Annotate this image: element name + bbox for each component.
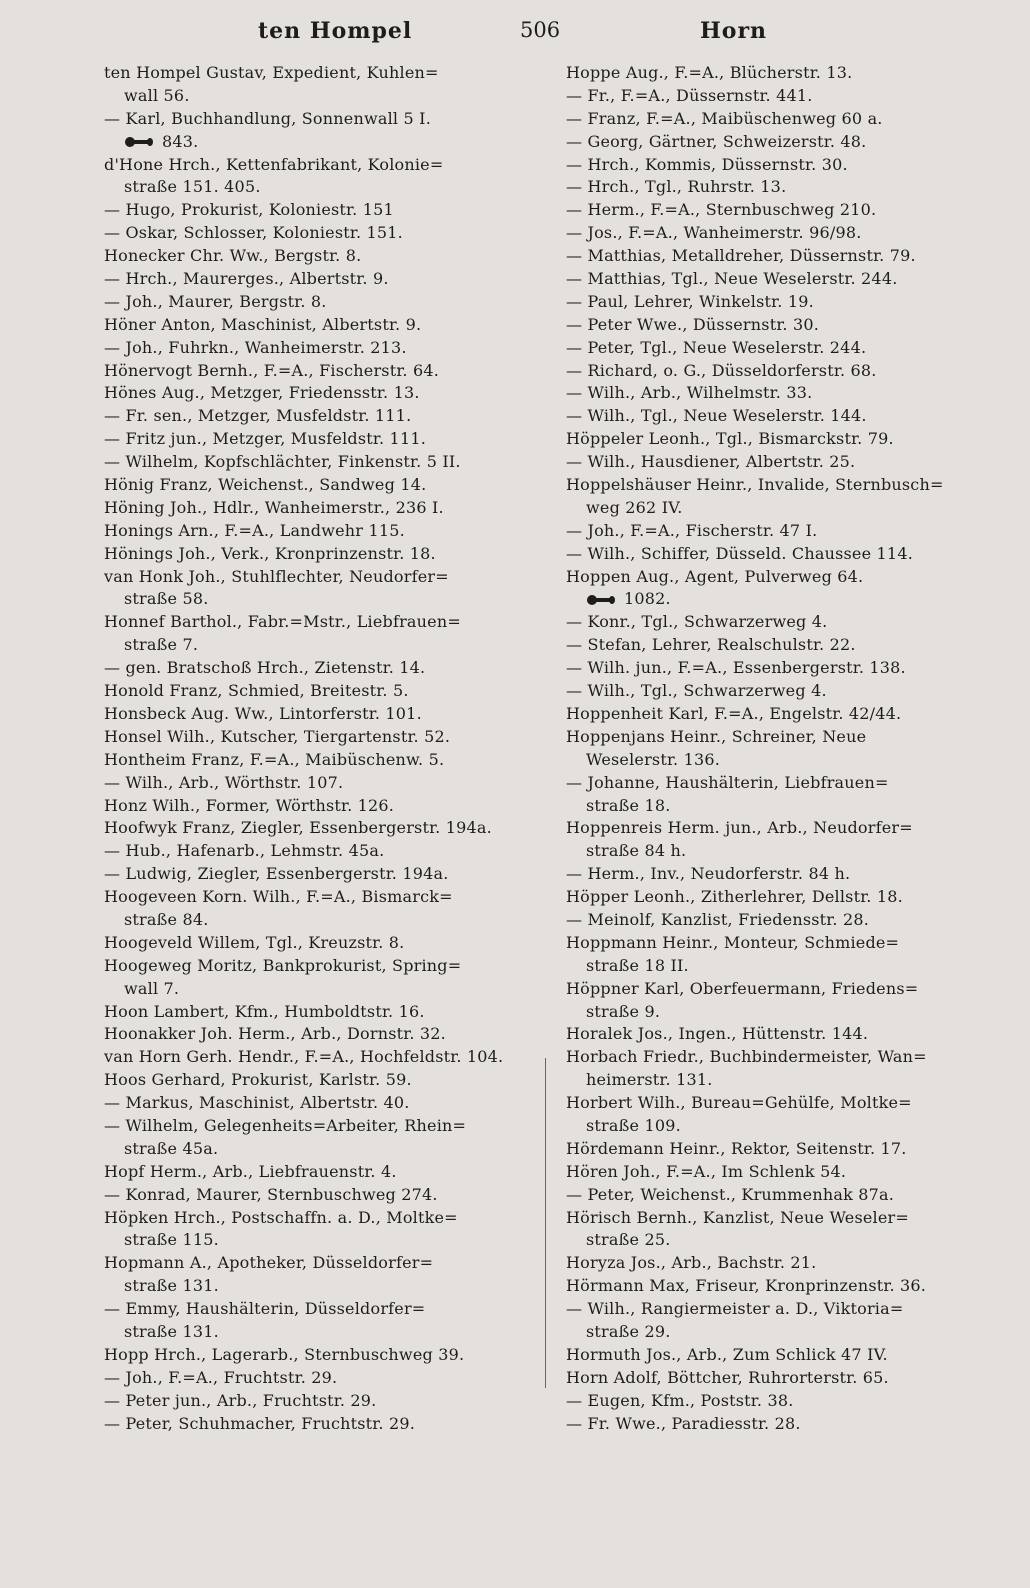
directory-entry-line [104, 451, 524, 474]
entry-text: Höppeler Leonh., Tgl., Bismarckstr. 79. [566, 429, 894, 449]
directory-entry-line [104, 382, 524, 405]
entry-text: Hoogeweg Moritz, Bankprokurist, Spring= [104, 955, 462, 975]
entry-text: — Stefan, Lehrer, Realschulstr. 22. [566, 635, 856, 655]
entry-text: — Wilh., Arb., Wilhelmstr. 33. [566, 383, 813, 403]
entry-text: — Wilh., Hausdiener, Albertstr. 25. [566, 452, 856, 472]
directory-entry-line [566, 1138, 986, 1161]
entry-continuation-line [104, 131, 524, 154]
entry-text: Hoofwyk Franz, Ziegler, Essenbergerstr. 194a. [104, 818, 492, 838]
directory-entry-line [104, 955, 524, 978]
entry-continuation-line [104, 85, 524, 108]
directory-entry-line [104, 1367, 524, 1390]
directory-entry-line [104, 1184, 524, 1207]
header-left-keyword: ten Hompel [258, 18, 413, 44]
entry-continuation-line [104, 1321, 524, 1344]
entry-text: Hormuth Jos., Arb., Zum Schlick 47 IV. [566, 1344, 888, 1364]
entry-text: wall 56. [124, 85, 190, 105]
entry-continuation-line [566, 497, 986, 520]
entry-text: — Wilhelm, Gelegenheits=Arbeiter, Rhein= [104, 1115, 467, 1135]
entry-text: Hönig Franz, Weichenst., Sandweg 14. [104, 475, 427, 495]
entry-text: van Honk Joh., Stuhlflechter, Neudorfer= [104, 566, 449, 586]
entry-text: — Wilh., Rangiermeister a. D., Viktoria= [566, 1299, 904, 1319]
header-right-keyword: Horn [700, 18, 768, 44]
entry-text: Hoonakker Joh. Herm., Arb., Dornstr. 32. [104, 1024, 446, 1044]
entry-text: — Peter Wwe., Düssernstr. 30. [566, 314, 820, 334]
entry-text: — Konr., Tgl., Schwarzerweg 4. [566, 612, 828, 632]
entry-text: — Peter jun., Arb., Fruchtstr. 29. [104, 1390, 377, 1410]
entry-continuation-line [566, 1229, 986, 1252]
directory-entry-line [104, 932, 524, 955]
entry-text: Hoppen Aug., Agent, Pulverweg 64. [566, 566, 864, 586]
directory-entry-line [104, 360, 524, 383]
directory-entry-line [566, 1344, 986, 1367]
directory-entry-line [104, 497, 524, 520]
directory-entry-line [566, 360, 986, 383]
entry-text: — Emmy, Haushälterin, Düsseldorfer= [104, 1299, 426, 1319]
directory-entry-line [566, 1367, 986, 1390]
entry-text: — Wilh., Tgl., Schwarzerweg 4. [566, 681, 827, 701]
entry-text: d'Hone Hrch., Kettenfabrikant, Kolonie= [104, 154, 444, 174]
entry-text: Honnef Barthol., Fabr.=Mstr., Liebfrauen= [104, 612, 461, 632]
directory-entry-line [104, 726, 524, 749]
entry-text: Honecker Chr. Ww., Bergstr. 8. [104, 246, 362, 266]
entry-text: Hörisch Bernh., Kanzlist, Neue Weseler= [566, 1207, 909, 1227]
entry-text: Hontheim Franz, F.=A., Maibüschenw. 5. [104, 749, 445, 769]
entry-text: Honold Franz, Schmied, Breitestr. 5. [104, 681, 409, 701]
directory-entry-line [566, 131, 986, 154]
entry-text: — Paul, Lehrer, Winkelstr. 19. [566, 291, 814, 311]
directory-entry-line [104, 1069, 524, 1092]
entry-text: Höppner Karl, Oberfeuermann, Friedens= [566, 978, 919, 998]
entry-text: Weselerstr. 136. [586, 749, 721, 769]
entry-text: — Peter, Tgl., Neue Weselerstr. 244. [566, 337, 867, 357]
entry-text: Hopf Herm., Arb., Liebfrauenstr. 4. [104, 1161, 397, 1181]
entry-text: Hönings Joh., Verk., Kronprinzenstr. 18. [104, 543, 436, 563]
directory-entry-line [566, 451, 986, 474]
directory-entry-line [104, 1252, 524, 1275]
directory-entry-line [104, 1092, 524, 1115]
directory-entry-line [566, 863, 986, 886]
entry-text: wall 7. [124, 978, 180, 998]
directory-entry-line [104, 795, 524, 818]
directory-entry-line [104, 1298, 524, 1321]
entry-text: — Herm., F.=A., Sternbuschweg 210. [566, 200, 877, 220]
entry-text: Höning Joh., Hdlr., Wanheimerstr., 236 I. [104, 497, 444, 517]
directory-entry-line [104, 268, 524, 291]
directory-entry-line [566, 520, 986, 543]
directory-entry-line [104, 1207, 524, 1230]
directory-entry-line [104, 1413, 524, 1436]
directory-entry-line [566, 1275, 986, 1298]
directory-entry-line [104, 405, 524, 428]
entry-continuation-line [104, 978, 524, 1001]
entry-continuation-line [566, 1001, 986, 1024]
entry-text: Hördemann Heinr., Rektor, Seitenstr. 17. [566, 1138, 907, 1158]
entry-text: — Hrch., Maurerges., Albertstr. 9. [104, 269, 389, 289]
directory-entry-line [566, 1252, 986, 1275]
entry-continuation-line [104, 1229, 524, 1252]
directory-entry-line [566, 634, 986, 657]
entry-text: — Markus, Maschinist, Albertstr. 40. [104, 1093, 410, 1113]
entry-continuation-line [566, 840, 986, 863]
directory-entry-line [566, 314, 986, 337]
entry-text: — Hub., Hafenarb., Lehmstr. 45a. [104, 841, 385, 861]
directory-entry-line [104, 543, 524, 566]
directory-entry-line [566, 1390, 986, 1413]
directory-entry-line [104, 611, 524, 634]
entry-text: Horyza Jos., Arb., Bachstr. 21. [566, 1253, 817, 1273]
page-number: 506 [520, 18, 561, 42]
entry-text: — Wilh., Tgl., Neue Weselerstr. 144. [566, 406, 867, 426]
entry-text: Hörmann Max, Friseur, Kronprinzenstr. 36. [566, 1276, 927, 1296]
directory-entry-line [104, 314, 524, 337]
directory-entry-line [566, 268, 986, 291]
entry-text: straße 84. [124, 909, 209, 929]
directory-entry-line [566, 154, 986, 177]
entry-text: Hoos Gerhard, Prokurist, Karlstr. 59. [104, 1070, 412, 1090]
directory-entry-line [566, 428, 986, 451]
directory-entry-line [104, 749, 524, 772]
entry-text: Hopmann A., Apotheker, Düsseldorfer= [104, 1253, 434, 1273]
entry-text: Hoppmann Heinr., Monteur, Schmiede= [566, 932, 900, 952]
entry-text: Hönervogt Bernh., F.=A., Fischerstr. 64. [104, 360, 440, 380]
entry-text: — Wilh., Schiffer, Düsseld. Chaussee 114. [566, 543, 913, 563]
directory-entry-line [104, 222, 524, 245]
entry-text: — Karl, Buchhandlung, Sonnenwall 5 I. [104, 108, 431, 128]
directory-entry-line [104, 428, 524, 451]
entry-text: — Joh., Fuhrkn., Wanheimerstr. 213. [104, 337, 407, 357]
directory-entry-line [566, 1023, 986, 1046]
directory-entry-line [104, 108, 524, 131]
directory-entry-line [566, 611, 986, 634]
directory-entry-line [104, 474, 524, 497]
directory-entry-line [104, 657, 524, 680]
directory-entry-line [566, 978, 986, 1001]
directory-entry-line [566, 1207, 986, 1230]
entry-text: straße 45a. [124, 1138, 219, 1158]
entry-text: — Georg, Gärtner, Schweizerstr. 48. [566, 131, 867, 151]
entry-text: van Horn Gerh. Hendr., F.=A., Hochfeldstr. 104. [104, 1047, 504, 1067]
directory-entry-line [566, 817, 986, 840]
directory-entry-line [566, 1046, 986, 1069]
directory-entry-line [104, 62, 524, 85]
directory-entry-line [104, 1001, 524, 1024]
entry-text: Hoppelshäuser Heinr., Invalide, Sternbusch= [566, 475, 944, 495]
directory-entry-line [104, 291, 524, 314]
entry-continuation-line [104, 634, 524, 657]
directory-entry-line [566, 1161, 986, 1184]
directory-entry-line [566, 245, 986, 268]
directory-entry-line [566, 726, 986, 749]
directory-entry-line [104, 1023, 524, 1046]
telephone-icon [586, 594, 616, 606]
entry-text: — Peter, Schuhmacher, Fruchtstr. 29. [104, 1413, 416, 1433]
entry-text: — Fr. sen., Metzger, Musfeldstr. 111. [104, 406, 412, 426]
entry-text: — Hrch., Kommis, Düssernstr. 30. [566, 154, 848, 174]
entry-continuation-line [566, 1321, 986, 1344]
entry-continuation-line [566, 955, 986, 978]
right-column [566, 62, 986, 1435]
directory-entry-line [104, 680, 524, 703]
directory-entry-line [104, 566, 524, 589]
entry-text: — Richard, o. G., Düsseldorferstr. 68. [566, 360, 877, 380]
directory-entry-line [566, 566, 986, 589]
directory-entry-line [566, 85, 986, 108]
entry-text: straße 84 h. [586, 841, 687, 861]
entry-text: straße 131. [124, 1276, 219, 1296]
entry-text: Hönes Aug., Metzger, Friedensstr. 13. [104, 383, 420, 403]
entry-text: — Fritz jun., Metzger, Musfeldstr. 111. [104, 429, 426, 449]
directory-entry-line [566, 108, 986, 131]
directory-entry-line [104, 1344, 524, 1367]
entry-text: — Meinolf, Kanzlist, Friedensstr. 28. [566, 909, 870, 929]
entry-text: heimerstr. 131. [586, 1070, 713, 1090]
entry-text: — Matthias, Metalldreher, Düssernstr. 79. [566, 246, 916, 266]
directory-entry-line [566, 703, 986, 726]
directory-entry-line [566, 1298, 986, 1321]
entry-text: — Jos., F.=A., Wanheimerstr. 96/98. [566, 223, 862, 243]
entry-text: straße 18. [586, 795, 671, 815]
directory-entry-line [566, 657, 986, 680]
directory-entry-line [566, 886, 986, 909]
entry-text: — Eugen, Kfm., Poststr. 38. [566, 1390, 794, 1410]
entry-text: Hoon Lambert, Kfm., Humboldtstr. 16. [104, 1001, 425, 1021]
entry-text: straße 7. [124, 635, 199, 655]
entry-text: — Hugo, Prokurist, Koloniestr. 151 [104, 200, 394, 220]
directory-entry-line [104, 199, 524, 222]
page-header [0, 14, 1030, 50]
directory-entry-line [104, 245, 524, 268]
entry-text: Honz Wilh., Former, Wörthstr. 126. [104, 795, 395, 815]
entry-text: Hoppenheit Karl, F.=A., Engelstr. 42/44. [566, 703, 902, 723]
entry-text: Hoogeveld Willem, Tgl., Kreuzstr. 8. [104, 932, 405, 952]
entry-text: weg 262 IV. [586, 497, 683, 517]
entry-continuation-line [104, 1275, 524, 1298]
entry-text: — Matthias, Tgl., Neue Weselerstr. 244. [566, 269, 898, 289]
entry-text: Höner Anton, Maschinist, Albertstr. 9. [104, 314, 422, 334]
entry-text: — Johanne, Haushälterin, Liebfrauen= [566, 772, 889, 792]
directory-entry-line [104, 1046, 524, 1069]
directory-entry-line [104, 840, 524, 863]
entry-text: straße 115. [124, 1230, 219, 1250]
directory-entry-line [566, 382, 986, 405]
directory-entry-line [104, 154, 524, 177]
directory-entry-line [566, 337, 986, 360]
entry-continuation-line [566, 1115, 986, 1138]
directory-entry-line [566, 405, 986, 428]
directory-entry-line [566, 680, 986, 703]
entry-text: — Fr. Wwe., Paradiesstr. 28. [566, 1413, 801, 1433]
entry-text: — Konrad, Maurer, Sternbuschweg 274. [104, 1184, 438, 1204]
entry-text: 843. [162, 131, 199, 151]
directory-entry-line [566, 222, 986, 245]
directory-entry-line [566, 543, 986, 566]
directory-entry-line [566, 1092, 986, 1115]
entry-continuation-line [104, 909, 524, 932]
entry-text: — Joh., F.=A., Fruchtstr. 29. [104, 1367, 338, 1387]
directory-entry-line [566, 62, 986, 85]
entry-text: — Joh., Maurer, Bergstr. 8. [104, 291, 327, 311]
entry-text: Horbert Wilh., Bureau=Gehülfe, Moltke= [566, 1093, 912, 1113]
entry-text: straße 131. [124, 1321, 219, 1341]
entry-text: Hoppenjans Heinr., Schreiner, Neue [566, 726, 867, 746]
entry-continuation-line [566, 588, 986, 611]
directory-entry-line [104, 817, 524, 840]
directory-entry-line [566, 909, 986, 932]
column-divider [545, 1058, 546, 1388]
directory-entry-line [566, 1413, 986, 1436]
directory-entry-line [104, 1115, 524, 1138]
entry-text: — Wilh., Arb., Wörthstr. 107. [104, 772, 344, 792]
directory-entry-line [104, 1161, 524, 1184]
entry-text: Honsbeck Aug. Ww., Lintorferstr. 101. [104, 703, 422, 723]
entry-text: Hoppenreis Herm. jun., Arb., Neudorfer= [566, 818, 913, 838]
entry-text: straße 29. [586, 1321, 671, 1341]
directory-entry-line [104, 886, 524, 909]
directory-entry-line [566, 932, 986, 955]
entry-text: — Hrch., Tgl., Ruhrstr. 13. [566, 177, 787, 197]
entry-text: Honsel Wilh., Kutscher, Tiergartenstr. 52. [104, 726, 451, 746]
directory-entry-line [104, 703, 524, 726]
directory-entry-line [104, 772, 524, 795]
directory-entry-line [566, 772, 986, 795]
entry-text: 1082. [624, 589, 671, 609]
entry-text: Honings Arn., F.=A., Landwehr 115. [104, 520, 405, 540]
entry-text: Horbach Friedr., Buchbindermeister, Wan= [566, 1047, 927, 1067]
entry-text: straße 109. [586, 1115, 681, 1135]
directory-entry-line [566, 474, 986, 497]
directory-entry-line [104, 337, 524, 360]
entry-text: — Peter, Weichenst., Krummenhak 87a. [566, 1184, 895, 1204]
entry-text: — Oskar, Schlosser, Koloniestr. 151. [104, 223, 403, 243]
entry-text: Hopp Hrch., Lagerarb., Sternbuschweg 39. [104, 1344, 465, 1364]
directory-entry-line [566, 1184, 986, 1207]
entry-text: Höpper Leonh., Zitherlehrer, Dellstr. 18. [566, 887, 903, 907]
entry-text: ten Hompel Gustav, Expedient, Kuhlen= [104, 63, 439, 82]
directory-entry-line [104, 1390, 524, 1413]
left-column [104, 62, 524, 1435]
entry-text: Höpken Hrch., Postschaffn. a. D., Moltke= [104, 1207, 458, 1227]
entry-text: — Wilhelm, Kopfschlächter, Finkenstr. 5 II. [104, 452, 461, 472]
entry-continuation-line [566, 795, 986, 818]
entry-text: straße 151. 405. [124, 177, 261, 197]
entry-text: — Fr., F.=A., Düssernstr. 441. [566, 85, 813, 105]
entry-continuation-line [104, 1138, 524, 1161]
entry-continuation-line [566, 749, 986, 772]
entry-text: — Herm., Inv., Neudorferstr. 84 h. [566, 864, 851, 884]
entry-text: — Wilh. jun., F.=A., Essenbergerstr. 138. [566, 658, 906, 678]
entry-text: — Ludwig, Ziegler, Essenbergerstr. 194a. [104, 864, 449, 884]
entry-text: — gen. Bratschoß Hrch., Zietenstr. 14. [104, 658, 426, 678]
entry-text: straße 58. [124, 589, 209, 609]
directory-entry-line [566, 176, 986, 199]
entry-text: Hoppe Aug., F.=A., Blücherstr. 13. [566, 63, 853, 82]
directory-entry-line [566, 199, 986, 222]
entry-text: — Joh., F.=A., Fischerstr. 47 I. [566, 520, 818, 540]
entry-continuation-line [566, 1069, 986, 1092]
telephone-icon [124, 136, 154, 148]
entry-text: Horalek Jos., Ingen., Hüttenstr. 144. [566, 1024, 869, 1044]
entry-text: Hören Joh., F.=A., Im Schlenk 54. [566, 1161, 847, 1181]
entry-text: straße 18 II. [586, 955, 689, 975]
directory-entry-line [104, 520, 524, 543]
entry-continuation-line [104, 588, 524, 611]
directory-entry-line [104, 863, 524, 886]
entry-continuation-line [104, 176, 524, 199]
entry-text: Hoogeveen Korn. Wilh., F.=A., Bismarck= [104, 887, 453, 907]
entry-text: Horn Adolf, Böttcher, Ruhrorterstr. 65. [566, 1367, 889, 1387]
entry-text: straße 25. [586, 1230, 671, 1250]
entry-text: — Franz, F.=A., Maibüschenweg 60 a. [566, 108, 883, 128]
directory-entry-line [566, 291, 986, 314]
entry-text: straße 9. [586, 1001, 661, 1021]
